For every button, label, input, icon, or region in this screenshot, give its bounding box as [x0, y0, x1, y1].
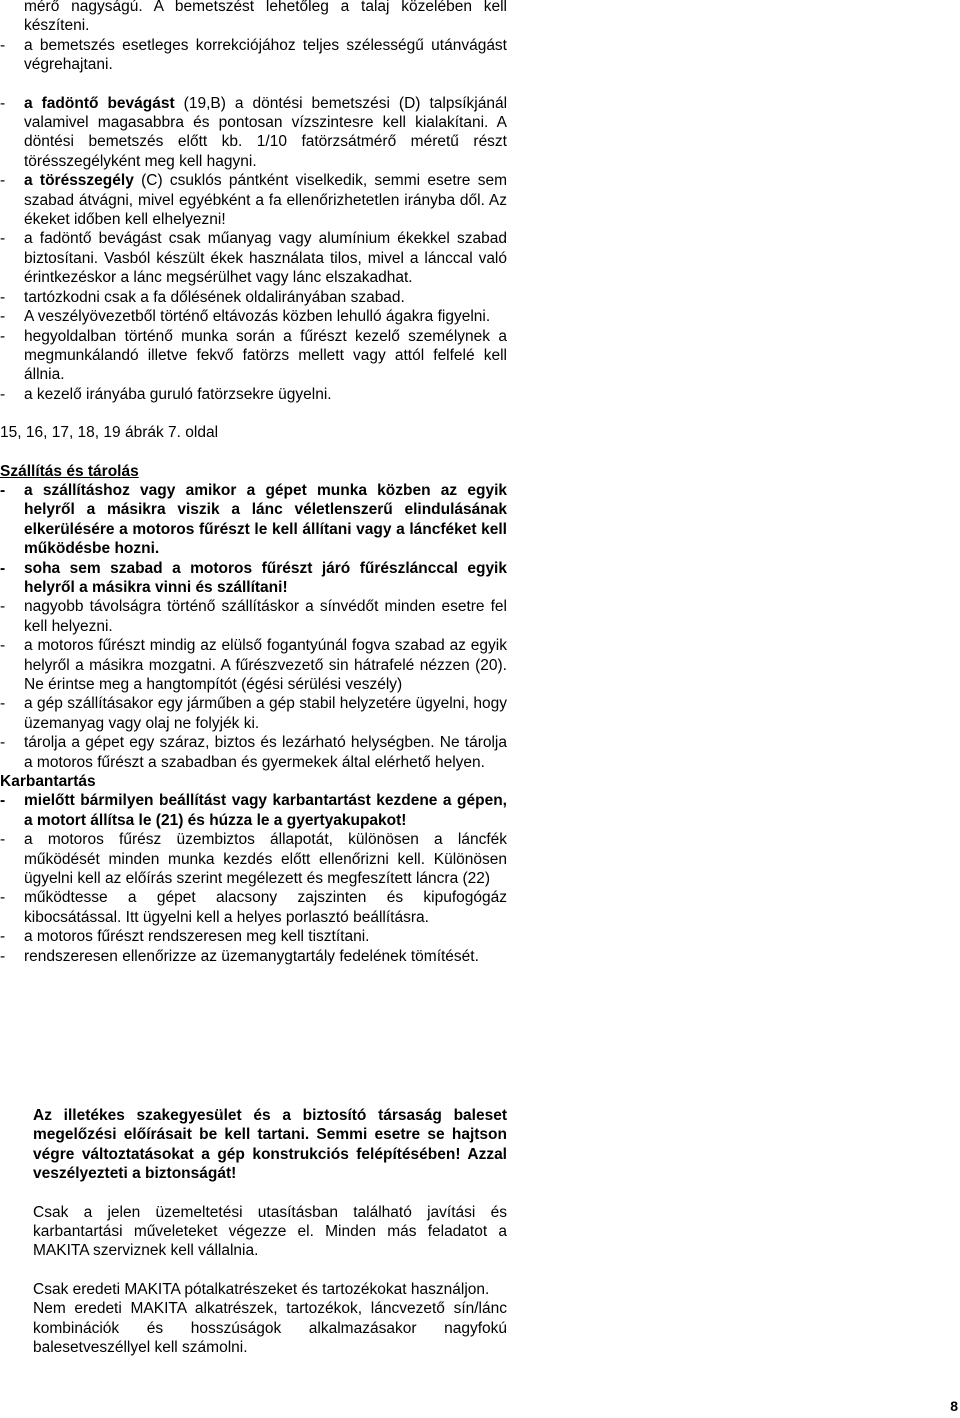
list-item: - a motoros fűrészt rendszeresen meg kell tisztítani.: [0, 928, 370, 946]
parts-paragraph: Csak eredeti MAKITA pótalkatrészeket és tartozékokat használjon.: [33, 1280, 490, 1298]
list-item: - hegyoldalban történő munka során a fűrészt kezelő személynek a megmunkálandó illetve fekvő fatörzs mellett vagy attól felfelé kell állnia.: [0, 327, 507, 384]
repair-paragraph: Csak a jelen üzemeltetési utasításban található javítási és karbantartási műveleteket végezze el. Minden más feladatot a MAKITA szerviznek kell vállalnia.: [33, 1203, 507, 1260]
list-item: - a kezelő irányába guruló fatörzsekre ügyelni.: [0, 385, 332, 403]
list-item: - a szállításhoz vagy amikor a gépet munka közben az egyik helyről a másikra viszik a lánc véletlenszerű elindulásának elkerülésére a motoros fűrészt le kell állítani vagy a láncféket kell működésbe hozni.: [0, 481, 507, 558]
section-heading-transport: Szállítás és tárolás: [0, 462, 139, 480]
list-item: - a gép szállításakor egy járműben a gép stabil helyzetére ügyelni, hogy üzemanyag vagy olaj ne folyjék ki.: [0, 695, 507, 732]
figure-reference: 15, 16, 17, 18, 19 ábrák 7. oldal: [0, 424, 219, 442]
list-item: - működtesse a gépet alacsony zajszinten és kipufogógáz kibocsátással. Itt ügyelni kell a helyes porlasztó beállításra.: [0, 889, 507, 926]
notice-block: [33, 1106, 507, 1357]
list-item: - a motoros fűrész üzembiztos állapotát, különösen a láncfék működését minden munka kezdés előtt ellenőrizni kell. Különösen ügyelni kell az előírás szerint megélezett és megfeszített láncra (22): [0, 831, 507, 888]
list-item: - a törésszegély (C) csuklós pántként viselkedik, semmi esetre sem szabad átvágni, mivel egyébként a fa ellenőrizhetetlen irányba dől. Az ékeket időben kell elhelyezni!: [0, 172, 507, 229]
page-number: 8: [950, 1398, 958, 1414]
list-item: - A veszélyövezetből történő eltávozás közben lehulló ágakra figyelni.: [0, 308, 491, 326]
list-item: - a motoros fűrészt mindig az elülső fogantyúnál fogva szabad az egyik helyről a másikra mozgatni. A fűrészvezető sin hátrafelé nézzen (20). Ne érintse meg a hangtompítót (égési sérülési veszély): [0, 637, 507, 693]
main-column: [0, 0, 507, 966]
list-item: - a fadöntő bevágást (19,B) a döntési bemetszési (D) talpsíkjánál valamivel magasabbra és pontosan vízszintesre kell kialakítani. A döntési bemetszés előtt kb. 1/10 fatörzsátmérő méretű részt törésszegélyként meg kell hagyni.: [0, 94, 508, 170]
non-original-parts-paragraph: Nem eredeti MAKITA alkatrészek, tartozékok, láncvezető sín/lánc kombinációk és hosszúságok alkalmazásakor nagyfokú balesetveszéllyel kell számolni.: [33, 1300, 507, 1357]
list-item: - a fadöntő bevágást csak műanyag vagy alumínium ékekkel szabad biztosítani. Vasból készült ékek használata tilos, mivel a lánccal való érintkezéskor a lánc megsérülhet vagy lánc elszakadhat.: [0, 230, 507, 287]
list-item: - nagyobb távolságra történő szállításkor a sínvédőt minden esetre fel kell helyezni.: [0, 598, 507, 635]
list-item: - tárolja a gépet egy száraz, biztos és lezárható helységben. Ne tárolja a motoros fűrészt a szabadban és gyermekek által elérhető helyen.: [0, 734, 507, 771]
safety-warning: Az illetékes szakegyesület és a biztosító társaság baleset megelőzési előírásait be kell tartani. Semmi esetre se hajtson végre változtatásokat a gép konstrukciós felépítésében! Azzal veszélyezteti a biztonságát!: [33, 1107, 507, 1183]
list-item: - tartózkodni csak a fa dőlésének oldalirányában szabad.: [0, 288, 405, 306]
list-item: - mielőtt bármilyen beállítást vagy karbantartást kezdene a gépen, a motort állítsa le (21) és húzza le a gyertyakupakot!: [0, 792, 507, 829]
list-item: - soha sem szabad a motoros fűrészt járó fűrészlánccal egyik helyről a másikra vinni és szállítani!: [0, 559, 507, 596]
list-item: - a bemetszés esetleges korrekciójához teljes szélességű utánvágást végrehajtani.: [0, 36, 507, 74]
section-heading-maintenance: Karbantartás: [0, 773, 96, 791]
continued-paragraph: mérő nagyságú. A bemetszést lehetőleg a talaj közelében kell készíteni.: [24, 0, 507, 35]
list-item: - rendszeresen ellenőrizze az üzemanygtartály fedelének tömítését.: [0, 947, 479, 965]
